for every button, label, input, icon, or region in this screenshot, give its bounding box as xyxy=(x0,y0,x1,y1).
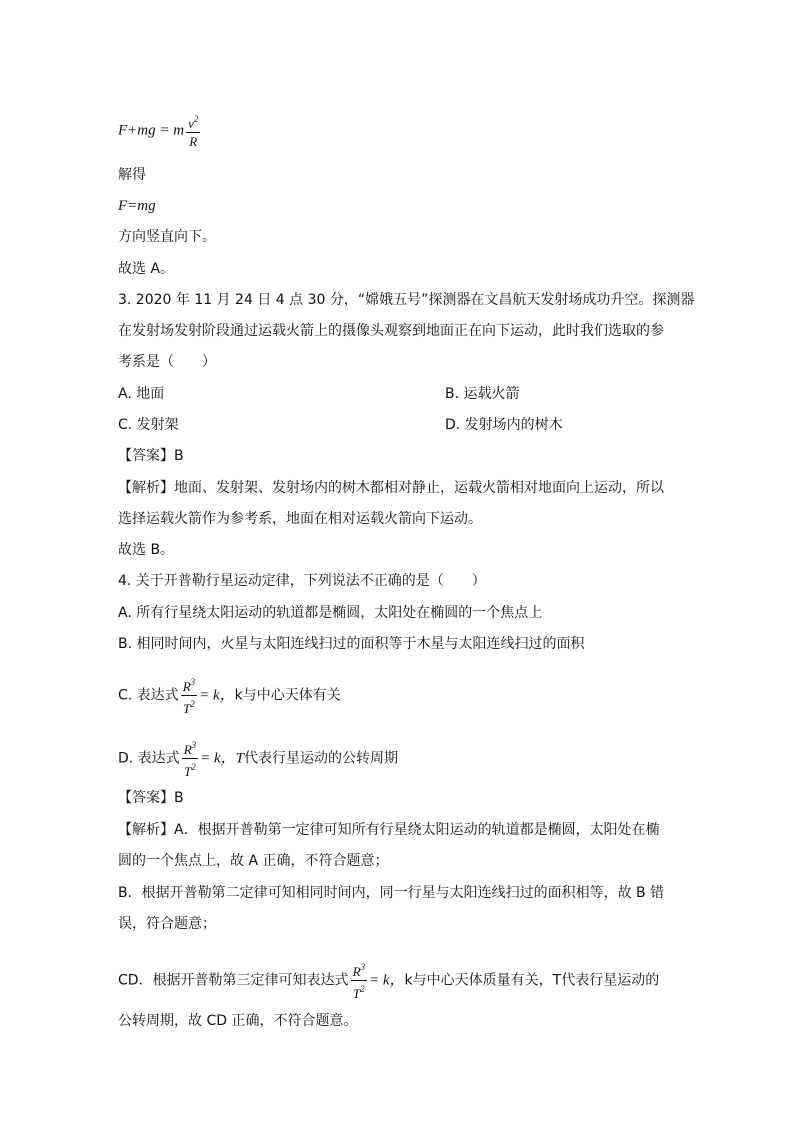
q4-option-a: A. 所有行星绕太阳运动的轨道都是椭圆，太阳处在椭圆的一个焦点上 xyxy=(118,605,543,621)
q4-option-c: C. 表达式 $\frac{R^3}{T^2}$ = k，k与中心天体有关 xyxy=(118,677,341,716)
q3-analysis-line2: 选择运载火箭作为参考系，地面在相对运载火箭向下运动。 xyxy=(118,511,482,527)
q4-analysis-a-line1: 【解析】A．根据开普勒第一定律可知所有行星绕太阳运动的轨道都是椭圆，太阳处在椭 xyxy=(118,822,660,838)
q3-answer: 【答案】B xyxy=(118,448,184,464)
q4-analysis-cd-line1: CD．根据开普勒第三定律可知表达式 $\frac{R^3}{T^2}$ = k，k与中心天体质量有关，T代表行星运动的 xyxy=(118,962,660,1001)
q3-stem-line3: 考系是（ ） xyxy=(118,354,216,370)
q3-choose-b: 故选 B。 xyxy=(118,542,175,558)
q4-analysis-cd-line2: 公转周期，故 CD 正确，不符合题意。 xyxy=(118,1013,358,1029)
fraction-numerator: $v^2$ xyxy=(188,114,199,131)
q4-answer: 【答案】B xyxy=(118,790,184,806)
q3-stem-line2: 在发射场发射阶段通过运载火箭上的摄像头观察到地面正在向下运动，此时我们选取的参 xyxy=(118,323,664,339)
q4-analysis-b-line2: 误，符合题意； xyxy=(118,916,216,932)
text-jiede: 解得 xyxy=(118,167,146,183)
fraction-r3-over-t2: $\frac{R^3}{T^2}$ xyxy=(352,962,366,1001)
q3-option-c: C. 发射架 xyxy=(118,417,179,433)
q4-analysis-a-line2: 圆的一个焦点上，故 A 正确，不符合题意； xyxy=(118,853,389,869)
fraction-v2-over-r xyxy=(186,112,200,149)
q4-option-d: D. 表达式 $\frac{R^3}{T^2}$ = k，T代表行星运动的公转周期 xyxy=(118,740,399,779)
text-direction: 方向竖直向下。 xyxy=(118,229,216,245)
fraction-r3-over-t2: $\frac{R^3}{T^2}$ xyxy=(183,740,197,779)
equation-result: F=mg xyxy=(118,198,156,214)
q3-option-a: A. 地面 xyxy=(118,386,165,402)
q3-analysis-line1: 【解析】地面、发射架、发射场内的树木都相对静止，运载火箭相对地面向上运动，所以 xyxy=(118,480,664,496)
text-choose-a: 故选 A。 xyxy=(118,261,175,277)
fraction-r3-over-t2: $\frac{R^3}{T^2}$ xyxy=(182,677,196,716)
q3-stem-line1: 3. 2020 年 11 月 24 日 4 点 30 分，“嫦娥五号”探测器在文昌航天发射场成功升空。探测器 xyxy=(118,292,695,308)
q3-option-d: D. 发射场内的树木 xyxy=(445,417,563,433)
fraction-denominator: R xyxy=(189,134,198,149)
q3-option-b: B. 运载火箭 xyxy=(445,386,520,402)
q4-stem: 4. 关于开普勒行星运动定律，下列说法不正确的是（ ） xyxy=(118,573,486,589)
q4-option-b: B. 相同时间内，火星与太阳连线扫过的面积等于木星与太阳连线扫过的面积 xyxy=(118,636,585,652)
q4-analysis-b-line1: B．根据开普勒第二定律可知相同时间内，同一行星与太阳连线扫过的面积相等，故 B 错 xyxy=(118,885,665,901)
equation-centripetal xyxy=(118,112,202,149)
equation-lhs: F+mg = m xyxy=(118,122,185,139)
